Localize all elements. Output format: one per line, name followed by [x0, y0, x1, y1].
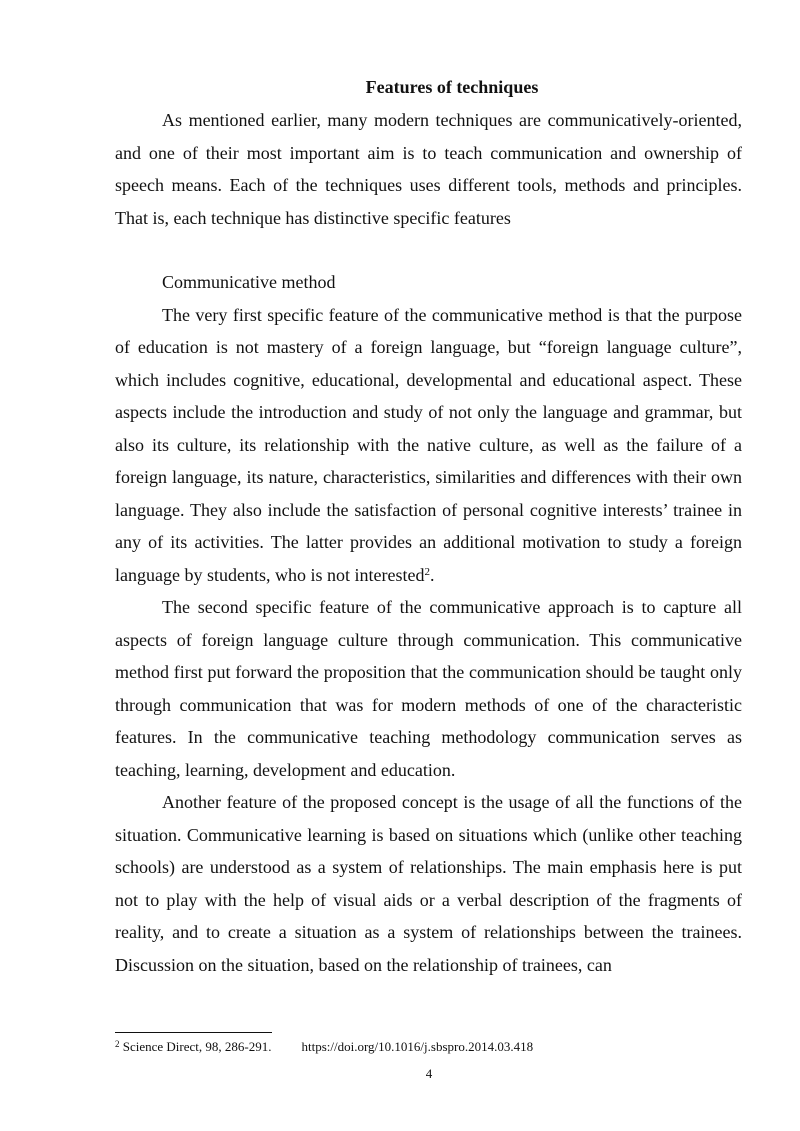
footnote-citation: Science Direct, 98, 286-291.: [122, 1039, 272, 1054]
page-number: 4: [425, 1066, 433, 1081]
page-title: Features of techniques: [365, 77, 539, 97]
intro-paragraph: As mentioned earlier, many modern techniques are communicatively-oriented, and one of their most important aim is to teach communication and ownership of speech means. Each of the techniques uses different tools, methods and principles. That is, each technique has distinctive specific features: [115, 110, 742, 228]
paragraph-2: The second specific feature of the communicative approach is to capture all aspects of foreign language culture through communication. This communicative method first put forward the proposition that the communication should be taught only through communication that was for modern methods of one of the characteristic features. In the communicative teaching methodology communication serves as teaching, learning, development and education.: [115, 597, 742, 780]
footnote-url[interactable]: https://doi.org/10.1016/j.sbspro.2014.03.418: [301, 1039, 534, 1054]
paragraph-1-text: The very first specific feature of the communicative method is that the purpose of education is not mastery of a foreign language, but “foreign language culture”, which includes cognitive, educational, developmental and educational aspect. These aspects include the introduction and study of not only the language and grammar, but also its culture, its relationship with the native culture, as well as the failure of a foreign language, its nature, characteristics, similarities and differences with their own language. They also include the satisfaction of personal cognitive interests’ trainee in any of its activities. The latter provides an additional motivation to study a foreign language by students, who is not interested: [115, 304, 742, 585]
paragraph-1: [115, 299, 742, 592]
footnote-separator: [115, 1032, 272, 1033]
paragraph-1-end: .: [429, 564, 435, 585]
communicative-method-section: [115, 266, 742, 981]
section-heading: Communicative method: [162, 272, 336, 292]
footnote-marker: 2: [115, 1039, 120, 1049]
footnote-reference[interactable]: 2: [424, 565, 430, 578]
paragraph-3: Another feature of the proposed concept is the usage of all the functions of the situation. Communicative learning is based on situations which (unlike other teaching schools) are understood as a system of relationships. The main emphasis here is put not to play with the help of visual aids or a verbal description of the fragments of reality, and to create a situation as a system of relationships between the trainees. Discussion on the situation, based on the relationship of trainees, can: [115, 792, 742, 975]
intro-section: [115, 104, 742, 234]
footnote: [115, 1039, 533, 1055]
